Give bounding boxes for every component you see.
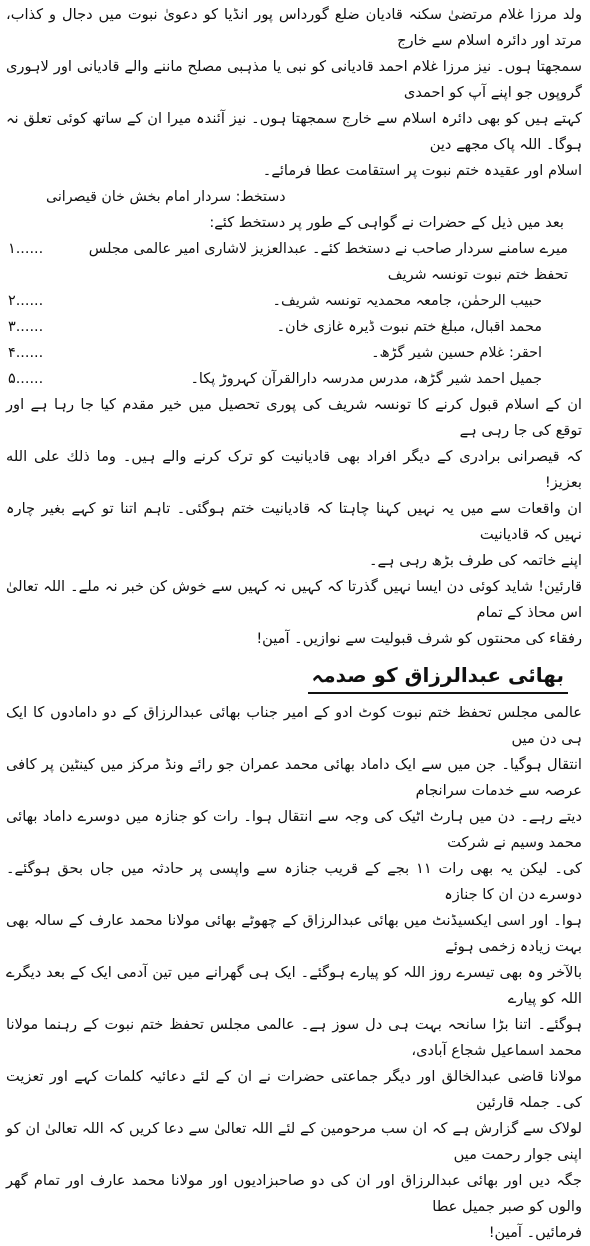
- witness-item: [6, 366, 582, 392]
- witness-number: ۳......: [8, 319, 44, 335]
- witness-item: [6, 236, 582, 288]
- witness-item: [6, 340, 582, 366]
- text-line: کہ قیصرانی برادری کے دیگر افراد بھی قادیانیت کو ترک کرنے والے ہیں۔ وما ذلك على الله بعزيز!: [6, 448, 582, 491]
- text-line: اسلام اور عقیدہ ختم نبوت پر استقامت عطا فرمائے۔: [262, 162, 582, 179]
- witness-intro: بعد میں ذیل کے حضرات نے گواہی کے طور پر دستخط کئے:: [209, 214, 564, 231]
- witness-text: احقر: غلام حسین شیر گڑھ۔: [371, 345, 542, 361]
- opening-paragraph: [6, 2, 582, 184]
- text-line: کہتے ہیں کو بھی دائرہ اسلام سے خارج سمجھتا ہوں۔ نیز آئندہ میرا ان کے ساتھ کوئی تعلق نہ ہوگا۔ اللہ پاک مجھے دین: [6, 110, 582, 153]
- signature-line: [6, 184, 582, 210]
- section-paragraph: [6, 700, 582, 1246]
- text-line: مولانا قاضی عبدالخالق اور دیگر جماعتی حضرات نے ان کے لئے دعائیہ کلمات کہے اور تعزیت کی۔ جملہ قارئین: [6, 1068, 582, 1111]
- text-line: ولد مرزا غلام مرتضیٰ سکنہ قادیان ضلع گورداس پور انڈیا کو دعویٰ نبوت میں دجال و کذاب، مرتد اور دائرہ اسلام سے خارج: [6, 6, 582, 49]
- text-line: ہوا۔ اور اسی ایکسیڈنٹ میں بھائی عبدالرزاق کے چھوٹے بھائی مولانا محمد عارف کے سالہ بھی بہت زیادہ زخمی ہوئے: [6, 912, 582, 955]
- text-line: کی۔ لیکن یہ بھی رات ۱۱ بجے کے قریب جنازہ سے واپسی پر حادثہ میں جاں بحق ہوگئے۔ دوسرے دن ان کا جنازہ: [6, 860, 582, 903]
- text-line: لولاک سے گزارش ہے کہ ان سب مرحومین کے لئے اللہ تعالیٰ سے دعا کریں کہ اللہ تعالیٰ ان کو اپنی جوار رحمت میں: [6, 1120, 582, 1163]
- text-line: عالمی مجلس تحفظ ختم نبوت کوٹ ادو کے امیر جناب بھائی عبدالرزاق کے دو دامادوں کا ایک ہی دن میں: [6, 704, 582, 747]
- witness-text: حبیب الرحمٰن، جامعہ محمدیہ تونسہ شریف۔: [272, 293, 542, 309]
- text-line: انتقال ہوگیا۔ جن میں سے ایک داماد بھائی محمد عمران جو رائے ونڈ مرکز میں کینٹین پر کافی عرصہ سے خدمات سرانجام: [6, 756, 582, 799]
- signature-name: سردار امام بخش خان قیصرانی: [46, 189, 232, 205]
- witness-list: [6, 236, 582, 392]
- text-line: بالآخر وہ بھی تیسرے روز اللہ کو پیارے ہوگئے۔ ایک ہی گھرانے میں تین آدمی ایک کے بعد دیگرے اللہ کو پیارے: [6, 964, 582, 1007]
- witness-number: ۱......: [8, 241, 44, 257]
- body-paragraph-acceptance: [6, 392, 582, 496]
- body-paragraph-events: [6, 496, 582, 574]
- text-line: ہوگئے۔ اتنا بڑا سانحہ بہت ہی دل سوز ہے۔ عالمی مجلس تحفظ ختم نبوت کے رہنما مولانا محمد اسماعیل شجاع آبادی،: [6, 1016, 582, 1059]
- text-line: ان واقعات سے میں یہ نہیں کہنا چاہتا کہ قادیانیت ختم ہوگئی۔ تاہم اتنا تو کہے بغیر چارہ نہیں کہ قادیانیت: [6, 500, 582, 543]
- text-line: قارئین! شاید کوئی دن ایسا نہیں گذرتا کہ کہیں نہ کہیں سے خوش کن خبر نہ ملے۔ اللہ تعالیٰ اس محاذ کے تمام: [6, 578, 582, 621]
- witness-number: ۲......: [8, 293, 44, 309]
- witness-item: [6, 314, 582, 340]
- text-line: ان کے اسلام قبول کرنے کا تونسہ شریف کی پوری تحصیل میں خیر مقدم کیا جا رہا ہے اور توقع کی جا رہی ہے: [6, 396, 582, 439]
- body-paragraph-readers: [6, 574, 582, 652]
- witness-item: [6, 288, 582, 314]
- text-line: اپنے خاتمہ کی طرف بڑھ رہی ہے۔: [368, 552, 582, 569]
- text-line: فرمائیں۔ آمین!: [488, 1224, 582, 1241]
- text-line: رفقاء کی محنتوں کو شرف قبولیت سے نوازیں۔ آمین!: [256, 630, 582, 647]
- text-line: سمجھتا ہوں۔ نیز مرزا غلام احمد قادیانی کو نبی یا مذہبی مصلح ماننے والے قادیانی اور لاہوری گروپوں جو اپنے آپ کو احمدی: [6, 58, 582, 101]
- section-heading: بھائی عبدالرزاق کو صدمہ: [308, 660, 568, 694]
- signature-label: دستخط:: [235, 189, 286, 205]
- witness-text: میرے سامنے سردار صاحب نے دستخط کئے۔ عبدالعزیز لاشاری امیر عالمی مجلس تحفظ ختم نبوت تونسہ شریف: [88, 241, 568, 283]
- witness-number: ۴......: [8, 345, 44, 361]
- text-line: جگہ دیں اور بھائی عبدالرزاق اور ان کی دو صاحبزادیوں اور مولانا محمد عارف اور تمام گھر والوں کو صبر جمیل عطا: [6, 1172, 582, 1215]
- witness-text: جمیل احمد شیر گڑھ، مدرس مدرسہ دارالقرآن کہروڑ پکا۔: [190, 371, 542, 387]
- witness-number: ۵......: [8, 371, 44, 387]
- text-line: دیتے رہے۔ دن میں ہارٹ اٹیک کی وجہ سے انتقال ہوا۔ رات کو جنازہ میں دوسرے داماد بھائی محمد وسیم نے شرکت: [6, 808, 582, 851]
- witness-text: محمد اقبال، مبلغ ختم نبوت ڈیرہ غازی خان۔: [276, 319, 542, 335]
